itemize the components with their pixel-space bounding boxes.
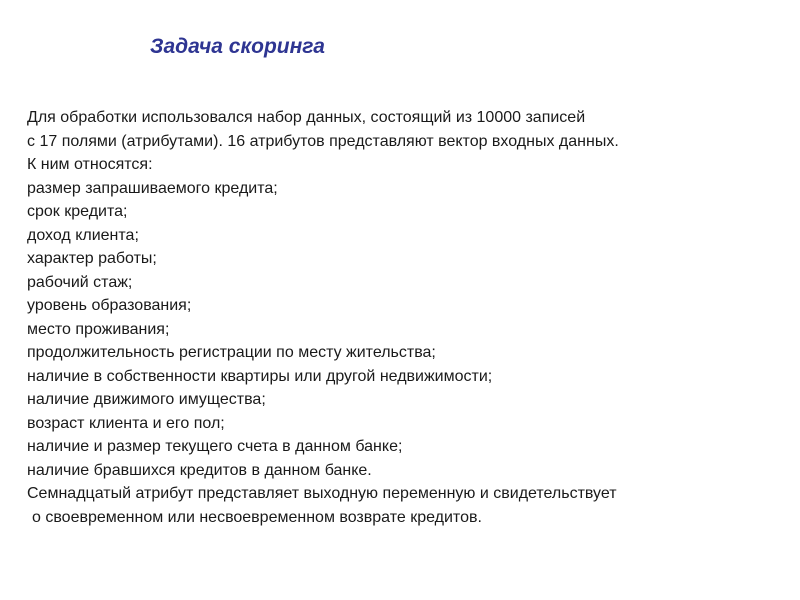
text-line-intro-2: с 17 полями (атрибутами). 16 атрибутов представляют вектор входных данных. <box>27 132 619 150</box>
text-line-output-2: о своевременном или несвоевременном возврате кредитов. <box>32 508 482 526</box>
list-item-work-experience: рабочий стаж; <box>27 273 133 291</box>
list-item-education-level: уровень образования; <box>27 297 192 314</box>
list-item-bank-account: наличие и размер текущего счета в данном банке; <box>27 438 403 455</box>
text-line-intro-1: Для обработки использовался набор данных, состоящий из 10000 записей <box>27 109 586 126</box>
list-item-registration-duration: продолжительность регистрации по месту жительства; <box>27 344 436 361</box>
text-line-intro-3: К ним относятся: <box>27 156 153 173</box>
list-item-job-type: характер работы; <box>27 250 157 267</box>
list-item-movable-property: наличие движимого имущества; <box>27 391 266 408</box>
slide-title: Задача скоринга <box>150 35 325 58</box>
list-item-credit-term: срок кредита; <box>27 203 128 220</box>
list-item-residence: место проживания; <box>27 320 170 338</box>
slide-body-text <box>27 106 787 529</box>
list-item-credit-amount: размер запрашиваемого кредита; <box>27 179 278 197</box>
list-item-previous-credits: наличие бравшихся кредитов в данном банке. <box>27 461 372 479</box>
list-item-age-gender: возраст клиента и его пол; <box>27 414 225 432</box>
text-line-output-1: Семнадцатый атрибут представляет выходную переменную и свидетельствует <box>27 485 617 502</box>
list-item-client-income: доход клиента; <box>27 226 139 244</box>
list-item-real-estate: наличие в собственности квартиры или другой недвижимости; <box>27 367 493 385</box>
